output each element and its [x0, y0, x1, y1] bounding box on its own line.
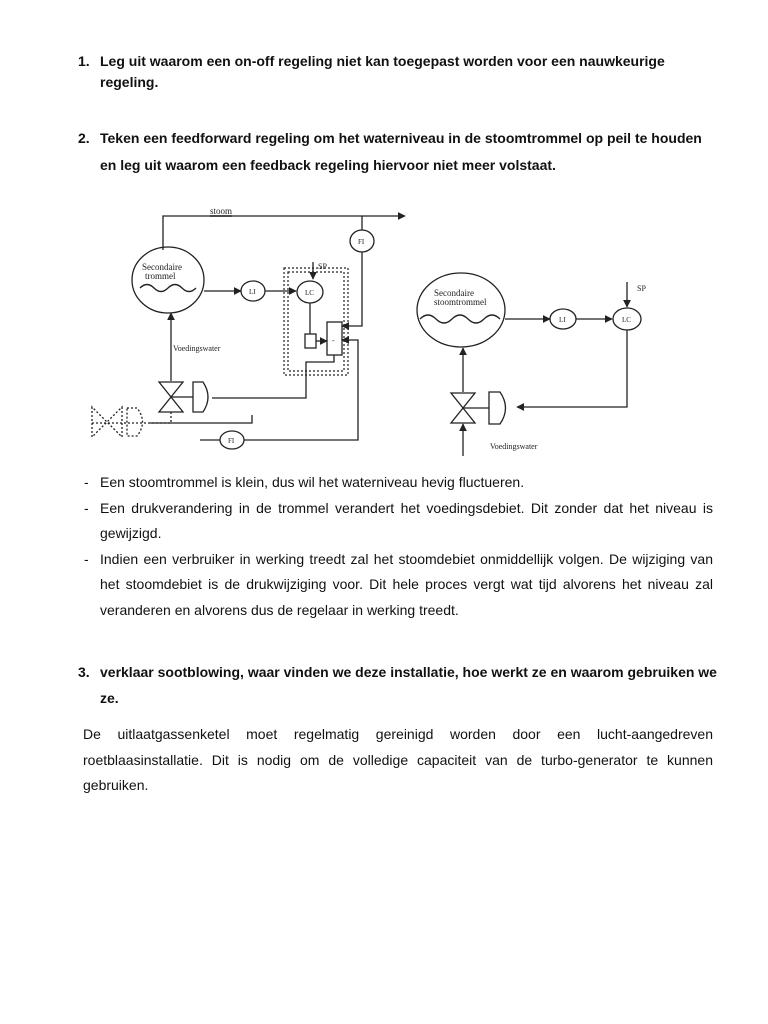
left-li-label: LI [249, 288, 256, 296]
fi-bottom-label: FI [228, 437, 235, 445]
answer-2-bullet-list [84, 470, 713, 623]
left-ghost-valve [92, 407, 122, 437]
steam-label: stoom [210, 206, 233, 216]
question-1-text: Leg uit waarom een on-off regeling niet kan toegepast worden voor een nauwkeurige regeling. [100, 53, 665, 90]
left-small-block [305, 334, 316, 348]
question-2-number: 2. [78, 130, 90, 146]
left-drum-label-2: trommel [145, 271, 176, 281]
right-drum [417, 273, 505, 347]
list-item [84, 547, 713, 624]
list-item [84, 496, 713, 547]
right-lc-label: LC [622, 316, 631, 324]
left-drum-water-wave [140, 285, 196, 292]
right-drum-water-wave [420, 315, 500, 323]
fi-top-to-summer [342, 252, 362, 326]
question-2-text: Teken een feedforward regeling om het waterniveau in de stoomtrommel op peil te houden en leg uit waarom een feedback regeling hiervoor niet meer volstaat. [100, 130, 702, 173]
bullet-text: Een stoomtrommel is klein, dus wil het waterniveau hevig fluctueren. [100, 474, 525, 490]
right-li-label: LI [559, 316, 566, 324]
left-sp-label: SP [318, 262, 327, 271]
answer-3-paragraph: De uitlaatgassenketel moet regelmatig gereinigd worden door een lucht-aangedreven roetblaasinstallatie. Dit is nodig om de volledige capaciteit van de turbo-generator te kunnen gebruiken. [83, 726, 713, 793]
left-feed-to-fi [171, 415, 252, 423]
right-drum-label-1: Secondaire [434, 288, 474, 298]
bullet-dash: - [84, 474, 89, 490]
left-feedwater-label: Voedingswater [173, 344, 221, 353]
right-valve-actuator [489, 392, 506, 424]
right-lc-to-valve [517, 330, 627, 407]
left-lc-label: LC [305, 289, 314, 297]
right-feedwater-label: Voedingswater [490, 442, 538, 451]
left-summer-to-valve [212, 355, 334, 398]
steam-line [163, 216, 405, 250]
list-item [84, 470, 713, 496]
fi-top-label: FI [358, 238, 365, 246]
left-ghost-actuator [127, 408, 143, 436]
bullet-text: Een drukverandering in de trommel verandert het voedingsdebiet. Dit zonder dat het niveau is gewijzigd. [100, 499, 713, 541]
left-valve-actuator [193, 382, 208, 412]
question-3 [78, 659, 718, 711]
question-1-number: 1. [78, 53, 90, 69]
bullet-text: Indien een verbruiker in werking treedt zal het stoomdebiet onmiddellijk volgen. De wijziging van het stoomdebiet is de drukwijziging voor. Dit hele proces vergt wat tijd alvorens het niveau zal veranderen en alvorens dus de regelaar in werking treedt. [100, 550, 713, 618]
bullet-dash: - [84, 499, 89, 516]
question-3-text: verklaar sootblowing, waar vinden we deze installatie, hoe werkt ze en waarom gebruiken we ze. [100, 664, 717, 706]
question-3-number: 3. [78, 664, 90, 680]
left-drum-label-1: Secondaire [142, 262, 182, 272]
left-summer-label: - [332, 336, 335, 345]
right-drum-label-2: stoomtrommel [434, 297, 487, 307]
right-sp-label: SP [637, 284, 646, 293]
bullet-dash: - [84, 550, 89, 567]
